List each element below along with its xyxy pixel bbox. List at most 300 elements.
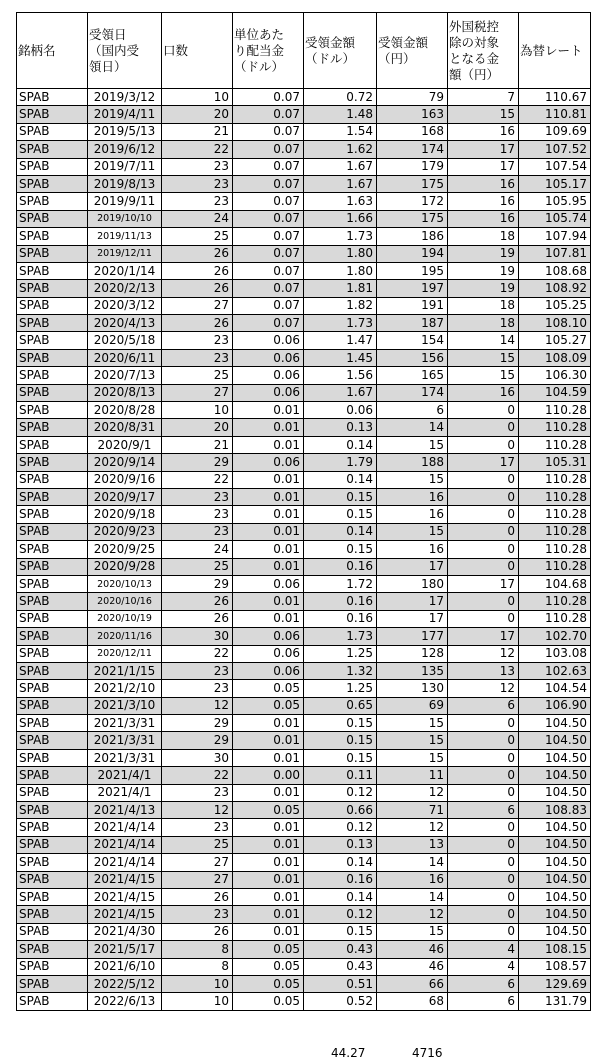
cell-amount-usd[interactable]: 1.63 (304, 193, 377, 210)
cell-amount-usd[interactable]: 0.12 (304, 784, 377, 801)
cell-amount-usd[interactable]: 1.81 (304, 280, 377, 297)
cell-exchange-rate[interactable]: 110.28 (519, 506, 591, 523)
cell-amount-jpy[interactable]: 179 (377, 158, 448, 175)
cell-dividend-per-unit[interactable]: 0.01 (233, 888, 304, 905)
cell-exchange-rate[interactable]: 110.28 (519, 558, 591, 575)
cell-foreign-tax-credit[interactable]: 16 (448, 123, 519, 140)
cell-dividend-per-unit[interactable]: 0.07 (233, 280, 304, 297)
cell-receipt-date[interactable]: 2019/4/11 (88, 106, 162, 123)
cell-ticker[interactable]: SPAB (17, 558, 88, 575)
cell-dividend-per-unit[interactable]: 0.05 (233, 697, 304, 714)
cell-exchange-rate[interactable]: 110.81 (519, 106, 591, 123)
cell-amount-jpy[interactable]: 135 (377, 662, 448, 679)
cell-foreign-tax-credit[interactable]: 0 (448, 749, 519, 766)
cell-ticker[interactable]: SPAB (17, 245, 88, 262)
cell-exchange-rate[interactable]: 104.59 (519, 384, 591, 401)
cell-foreign-tax-credit[interactable]: 0 (448, 610, 519, 627)
cell-amount-jpy[interactable]: 14 (377, 888, 448, 905)
cell-amount-jpy[interactable]: 12 (377, 819, 448, 836)
cell-exchange-rate[interactable]: 108.83 (519, 802, 591, 819)
cell-amount-jpy[interactable]: 194 (377, 245, 448, 262)
cell-ticker[interactable]: SPAB (17, 975, 88, 992)
cell-receipt-date[interactable]: 2020/9/28 (88, 558, 162, 575)
cell-dividend-per-unit[interactable]: 0.07 (233, 210, 304, 227)
cell-receipt-date[interactable]: 2022/5/12 (88, 975, 162, 992)
cell-amount-usd[interactable]: 0.06 (304, 402, 377, 419)
cell-dividend-per-unit[interactable]: 0.05 (233, 958, 304, 975)
cell-receipt-date[interactable]: 2020/11/16 (88, 628, 162, 645)
cell-exchange-rate[interactable]: 105.17 (519, 175, 591, 192)
cell-exchange-rate[interactable]: 104.50 (519, 715, 591, 732)
cell-ticker[interactable]: SPAB (17, 367, 88, 384)
cell-units[interactable]: 27 (162, 871, 233, 888)
cell-amount-usd[interactable]: 0.15 (304, 506, 377, 523)
cell-receipt-date[interactable]: 2020/3/12 (88, 297, 162, 314)
cell-exchange-rate[interactable]: 104.50 (519, 767, 591, 784)
cell-receipt-date[interactable]: 2020/9/1 (88, 436, 162, 453)
cell-ticker[interactable]: SPAB (17, 697, 88, 714)
cell-exchange-rate[interactable]: 103.08 (519, 645, 591, 662)
cell-amount-usd[interactable]: 0.66 (304, 802, 377, 819)
cell-dividend-per-unit[interactable]: 0.01 (233, 419, 304, 436)
cell-dividend-per-unit[interactable]: 0.07 (233, 89, 304, 106)
cell-receipt-date[interactable]: 2019/5/13 (88, 123, 162, 140)
cell-amount-jpy[interactable]: 68 (377, 993, 448, 1010)
cell-units[interactable]: 25 (162, 367, 233, 384)
cell-amount-usd[interactable]: 1.73 (304, 228, 377, 245)
cell-units[interactable]: 23 (162, 784, 233, 801)
cell-receipt-date[interactable]: 2019/9/11 (88, 193, 162, 210)
cell-units[interactable]: 26 (162, 262, 233, 279)
cell-amount-jpy[interactable]: 14 (377, 419, 448, 436)
cell-units[interactable]: 29 (162, 575, 233, 592)
cell-exchange-rate[interactable]: 105.31 (519, 454, 591, 471)
cell-ticker[interactable]: SPAB (17, 941, 88, 958)
cell-amount-usd[interactable]: 0.14 (304, 854, 377, 871)
cell-units[interactable]: 22 (162, 471, 233, 488)
cell-amount-usd[interactable]: 0.65 (304, 697, 377, 714)
cell-units[interactable]: 25 (162, 558, 233, 575)
cell-receipt-date[interactable]: 2021/5/17 (88, 941, 162, 958)
cell-foreign-tax-credit[interactable]: 13 (448, 662, 519, 679)
cell-ticker[interactable]: SPAB (17, 523, 88, 540)
cell-amount-usd[interactable]: 0.51 (304, 975, 377, 992)
cell-amount-jpy[interactable]: 15 (377, 523, 448, 540)
cell-amount-usd[interactable]: 0.52 (304, 993, 377, 1010)
cell-exchange-rate[interactable]: 110.28 (519, 419, 591, 436)
cell-dividend-per-unit[interactable]: 0.01 (233, 541, 304, 558)
cell-exchange-rate[interactable]: 104.50 (519, 732, 591, 749)
cell-foreign-tax-credit[interactable]: 0 (448, 471, 519, 488)
cell-amount-jpy[interactable]: 156 (377, 349, 448, 366)
cell-dividend-per-unit[interactable]: 0.01 (233, 715, 304, 732)
cell-receipt-date[interactable]: 2019/11/13 (88, 228, 162, 245)
cell-amount-jpy[interactable]: 163 (377, 106, 448, 123)
cell-receipt-date[interactable]: 2020/10/16 (88, 593, 162, 610)
cell-receipt-date[interactable]: 2020/2/13 (88, 280, 162, 297)
cell-foreign-tax-credit[interactable]: 6 (448, 993, 519, 1010)
cell-ticker[interactable]: SPAB (17, 228, 88, 245)
cell-amount-jpy[interactable]: 165 (377, 367, 448, 384)
cell-amount-usd[interactable]: 0.12 (304, 906, 377, 923)
cell-amount-usd[interactable]: 0.72 (304, 89, 377, 106)
cell-units[interactable]: 12 (162, 802, 233, 819)
cell-exchange-rate[interactable]: 108.92 (519, 280, 591, 297)
header-amount-jpy[interactable]: 受領金額 （円） (377, 13, 448, 89)
cell-receipt-date[interactable]: 2020/8/28 (88, 402, 162, 419)
cell-ticker[interactable]: SPAB (17, 593, 88, 610)
cell-ticker[interactable]: SPAB (17, 871, 88, 888)
cell-amount-usd[interactable]: 0.15 (304, 923, 377, 940)
cell-ticker[interactable]: SPAB (17, 906, 88, 923)
cell-dividend-per-unit[interactable]: 0.00 (233, 767, 304, 784)
header-receipt-date[interactable]: 受領日 （国内受 領日） (88, 13, 162, 89)
cell-units[interactable]: 24 (162, 210, 233, 227)
cell-exchange-rate[interactable]: 131.79 (519, 993, 591, 1010)
cell-foreign-tax-credit[interactable]: 15 (448, 106, 519, 123)
cell-amount-usd[interactable]: 0.13 (304, 836, 377, 853)
cell-foreign-tax-credit[interactable]: 17 (448, 575, 519, 592)
cell-units[interactable]: 30 (162, 628, 233, 645)
cell-units[interactable]: 10 (162, 89, 233, 106)
cell-units[interactable]: 26 (162, 245, 233, 262)
cell-receipt-date[interactable]: 2021/3/31 (88, 715, 162, 732)
cell-amount-usd[interactable]: 1.54 (304, 123, 377, 140)
cell-foreign-tax-credit[interactable]: 18 (448, 297, 519, 314)
cell-foreign-tax-credit[interactable]: 6 (448, 697, 519, 714)
cell-dividend-per-unit[interactable]: 0.01 (233, 610, 304, 627)
cell-receipt-date[interactable]: 2020/9/18 (88, 506, 162, 523)
cell-ticker[interactable]: SPAB (17, 471, 88, 488)
cell-ticker[interactable]: SPAB (17, 784, 88, 801)
header-ticker[interactable]: 銘柄名 (17, 13, 88, 89)
cell-amount-usd[interactable]: 1.72 (304, 575, 377, 592)
cell-ticker[interactable]: SPAB (17, 488, 88, 505)
cell-receipt-date[interactable]: 2021/4/15 (88, 888, 162, 905)
cell-ticker[interactable]: SPAB (17, 749, 88, 766)
cell-units[interactable]: 8 (162, 958, 233, 975)
cell-receipt-date[interactable]: 2021/3/31 (88, 732, 162, 749)
cell-dividend-per-unit[interactable]: 0.07 (233, 262, 304, 279)
cell-ticker[interactable]: SPAB (17, 541, 88, 558)
cell-foreign-tax-credit[interactable]: 0 (448, 436, 519, 453)
cell-units[interactable]: 26 (162, 280, 233, 297)
cell-amount-jpy[interactable]: 16 (377, 488, 448, 505)
cell-amount-usd[interactable]: 1.48 (304, 106, 377, 123)
cell-exchange-rate[interactable]: 107.94 (519, 228, 591, 245)
cell-ticker[interactable]: SPAB (17, 575, 88, 592)
cell-amount-usd[interactable]: 0.15 (304, 715, 377, 732)
cell-amount-usd[interactable]: 1.47 (304, 332, 377, 349)
cell-ticker[interactable]: SPAB (17, 680, 88, 697)
total-jpy[interactable]: 4716 (412, 1046, 443, 1060)
cell-receipt-date[interactable]: 2019/12/11 (88, 245, 162, 262)
cell-amount-usd[interactable]: 1.32 (304, 662, 377, 679)
cell-ticker[interactable]: SPAB (17, 802, 88, 819)
cell-foreign-tax-credit[interactable]: 7 (448, 89, 519, 106)
cell-exchange-rate[interactable]: 104.50 (519, 784, 591, 801)
cell-foreign-tax-credit[interactable]: 19 (448, 245, 519, 262)
cell-ticker[interactable]: SPAB (17, 106, 88, 123)
cell-receipt-date[interactable]: 2021/4/1 (88, 784, 162, 801)
cell-ticker[interactable]: SPAB (17, 819, 88, 836)
cell-amount-usd[interactable]: 1.80 (304, 262, 377, 279)
cell-amount-jpy[interactable]: 71 (377, 802, 448, 819)
cell-units[interactable]: 23 (162, 349, 233, 366)
cell-receipt-date[interactable]: 2021/2/10 (88, 680, 162, 697)
cell-exchange-rate[interactable]: 105.25 (519, 297, 591, 314)
cell-dividend-per-unit[interactable]: 0.07 (233, 228, 304, 245)
cell-exchange-rate[interactable]: 107.52 (519, 141, 591, 158)
cell-receipt-date[interactable]: 2020/10/13 (88, 575, 162, 592)
cell-units[interactable]: 26 (162, 923, 233, 940)
cell-foreign-tax-credit[interactable]: 19 (448, 262, 519, 279)
cell-exchange-rate[interactable]: 104.50 (519, 854, 591, 871)
cell-receipt-date[interactable]: 2020/9/16 (88, 471, 162, 488)
cell-foreign-tax-credit[interactable]: 0 (448, 836, 519, 853)
cell-dividend-per-unit[interactable]: 0.06 (233, 645, 304, 662)
cell-exchange-rate[interactable]: 110.28 (519, 610, 591, 627)
cell-receipt-date[interactable]: 2020/5/18 (88, 332, 162, 349)
cell-units[interactable]: 23 (162, 523, 233, 540)
cell-amount-jpy[interactable]: 17 (377, 558, 448, 575)
cell-ticker[interactable]: SPAB (17, 993, 88, 1010)
cell-ticker[interactable]: SPAB (17, 89, 88, 106)
cell-units[interactable]: 29 (162, 732, 233, 749)
header-exchange-rate[interactable]: 為替レート (519, 13, 591, 89)
cell-amount-jpy[interactable]: 69 (377, 697, 448, 714)
cell-units[interactable]: 22 (162, 645, 233, 662)
cell-dividend-per-unit[interactable]: 0.01 (233, 819, 304, 836)
cell-amount-usd[interactable]: 1.82 (304, 297, 377, 314)
cell-amount-usd[interactable]: 1.25 (304, 680, 377, 697)
cell-dividend-per-unit[interactable]: 0.06 (233, 575, 304, 592)
cell-foreign-tax-credit[interactable]: 0 (448, 541, 519, 558)
cell-amount-jpy[interactable]: 14 (377, 854, 448, 871)
cell-units[interactable]: 25 (162, 228, 233, 245)
cell-units[interactable]: 26 (162, 888, 233, 905)
cell-units[interactable]: 26 (162, 315, 233, 332)
cell-amount-usd[interactable]: 1.80 (304, 245, 377, 262)
cell-receipt-date[interactable]: 2020/12/11 (88, 645, 162, 662)
cell-dividend-per-unit[interactable]: 0.01 (233, 593, 304, 610)
cell-exchange-rate[interactable]: 105.27 (519, 332, 591, 349)
cell-exchange-rate[interactable]: 110.28 (519, 488, 591, 505)
cell-units[interactable]: 23 (162, 488, 233, 505)
cell-units[interactable]: 24 (162, 541, 233, 558)
cell-foreign-tax-credit[interactable]: 0 (448, 819, 519, 836)
cell-amount-jpy[interactable]: 154 (377, 332, 448, 349)
cell-receipt-date[interactable]: 2020/4/13 (88, 315, 162, 332)
cell-exchange-rate[interactable]: 104.68 (519, 575, 591, 592)
cell-units[interactable]: 22 (162, 141, 233, 158)
cell-amount-jpy[interactable]: 13 (377, 836, 448, 853)
cell-amount-jpy[interactable]: 6 (377, 402, 448, 419)
cell-ticker[interactable]: SPAB (17, 454, 88, 471)
cell-dividend-per-unit[interactable]: 0.05 (233, 680, 304, 697)
cell-foreign-tax-credit[interactable]: 17 (448, 158, 519, 175)
cell-exchange-rate[interactable]: 110.28 (519, 402, 591, 419)
cell-amount-jpy[interactable]: 17 (377, 593, 448, 610)
cell-dividend-per-unit[interactable]: 0.06 (233, 384, 304, 401)
cell-units[interactable]: 23 (162, 662, 233, 679)
cell-exchange-rate[interactable]: 110.28 (519, 471, 591, 488)
cell-amount-jpy[interactable]: 15 (377, 749, 448, 766)
cell-units[interactable]: 23 (162, 332, 233, 349)
cell-ticker[interactable]: SPAB (17, 732, 88, 749)
cell-foreign-tax-credit[interactable]: 6 (448, 802, 519, 819)
cell-receipt-date[interactable]: 2021/4/30 (88, 923, 162, 940)
cell-units[interactable]: 25 (162, 836, 233, 853)
cell-receipt-date[interactable]: 2021/1/15 (88, 662, 162, 679)
cell-ticker[interactable]: SPAB (17, 610, 88, 627)
cell-foreign-tax-credit[interactable]: 16 (448, 193, 519, 210)
cell-dividend-per-unit[interactable]: 0.01 (233, 836, 304, 853)
cell-units[interactable]: 23 (162, 175, 233, 192)
cell-ticker[interactable]: SPAB (17, 280, 88, 297)
cell-ticker[interactable]: SPAB (17, 436, 88, 453)
cell-dividend-per-unit[interactable]: 0.06 (233, 454, 304, 471)
cell-receipt-date[interactable]: 2021/3/31 (88, 749, 162, 766)
cell-exchange-rate[interactable]: 105.95 (519, 193, 591, 210)
cell-foreign-tax-credit[interactable]: 18 (448, 228, 519, 245)
cell-amount-usd[interactable]: 0.14 (304, 471, 377, 488)
cell-amount-usd[interactable]: 1.73 (304, 315, 377, 332)
cell-units[interactable]: 29 (162, 454, 233, 471)
cell-dividend-per-unit[interactable]: 0.05 (233, 975, 304, 992)
cell-units[interactable]: 27 (162, 384, 233, 401)
cell-foreign-tax-credit[interactable]: 0 (448, 419, 519, 436)
cell-foreign-tax-credit[interactable]: 6 (448, 975, 519, 992)
cell-amount-jpy[interactable]: 186 (377, 228, 448, 245)
cell-amount-jpy[interactable]: 16 (377, 506, 448, 523)
cell-units[interactable]: 20 (162, 106, 233, 123)
cell-exchange-rate[interactable]: 129.69 (519, 975, 591, 992)
cell-dividend-per-unit[interactable]: 0.01 (233, 923, 304, 940)
cell-foreign-tax-credit[interactable]: 0 (448, 402, 519, 419)
cell-units[interactable]: 21 (162, 436, 233, 453)
cell-amount-jpy[interactable]: 180 (377, 575, 448, 592)
cell-amount-usd[interactable]: 0.15 (304, 749, 377, 766)
cell-receipt-date[interactable]: 2020/9/14 (88, 454, 162, 471)
cell-amount-jpy[interactable]: 195 (377, 262, 448, 279)
cell-receipt-date[interactable]: 2020/9/25 (88, 541, 162, 558)
cell-dividend-per-unit[interactable]: 0.07 (233, 158, 304, 175)
cell-amount-jpy[interactable]: 12 (377, 906, 448, 923)
cell-amount-jpy[interactable]: 191 (377, 297, 448, 314)
cell-ticker[interactable]: SPAB (17, 662, 88, 679)
cell-receipt-date[interactable]: 2021/4/13 (88, 802, 162, 819)
cell-ticker[interactable]: SPAB (17, 262, 88, 279)
cell-dividend-per-unit[interactable]: 0.05 (233, 941, 304, 958)
cell-units[interactable]: 26 (162, 593, 233, 610)
cell-dividend-per-unit[interactable]: 0.05 (233, 993, 304, 1010)
cell-foreign-tax-credit[interactable]: 0 (448, 888, 519, 905)
cell-receipt-date[interactable]: 2021/4/15 (88, 906, 162, 923)
cell-amount-jpy[interactable]: 175 (377, 175, 448, 192)
cell-units[interactable]: 22 (162, 767, 233, 784)
cell-dividend-per-unit[interactable]: 0.07 (233, 141, 304, 158)
cell-amount-jpy[interactable]: 15 (377, 471, 448, 488)
cell-units[interactable]: 27 (162, 854, 233, 871)
cell-amount-jpy[interactable]: 66 (377, 975, 448, 992)
header-units[interactable]: 口数 (162, 13, 233, 89)
cell-exchange-rate[interactable]: 104.50 (519, 906, 591, 923)
cell-amount-jpy[interactable]: 15 (377, 923, 448, 940)
cell-exchange-rate[interactable]: 104.50 (519, 888, 591, 905)
cell-foreign-tax-credit[interactable]: 0 (448, 506, 519, 523)
cell-receipt-date[interactable]: 2020/6/11 (88, 349, 162, 366)
cell-amount-jpy[interactable]: 79 (377, 89, 448, 106)
cell-ticker[interactable]: SPAB (17, 175, 88, 192)
cell-exchange-rate[interactable]: 108.15 (519, 941, 591, 958)
cell-amount-usd[interactable]: 1.45 (304, 349, 377, 366)
cell-amount-usd[interactable]: 1.73 (304, 628, 377, 645)
cell-ticker[interactable]: SPAB (17, 715, 88, 732)
cell-dividend-per-unit[interactable]: 0.01 (233, 906, 304, 923)
cell-ticker[interactable]: SPAB (17, 854, 88, 871)
cell-units[interactable]: 23 (162, 906, 233, 923)
cell-amount-jpy[interactable]: 187 (377, 315, 448, 332)
cell-ticker[interactable]: SPAB (17, 158, 88, 175)
cell-dividend-per-unit[interactable]: 0.05 (233, 802, 304, 819)
cell-exchange-rate[interactable]: 108.57 (519, 958, 591, 975)
cell-ticker[interactable]: SPAB (17, 767, 88, 784)
cell-receipt-date[interactable]: 2021/4/15 (88, 871, 162, 888)
cell-foreign-tax-credit[interactable]: 0 (448, 923, 519, 940)
cell-dividend-per-unit[interactable]: 0.06 (233, 628, 304, 645)
cell-units[interactable]: 21 (162, 123, 233, 140)
cell-units[interactable]: 8 (162, 941, 233, 958)
cell-units[interactable]: 10 (162, 402, 233, 419)
cell-amount-usd[interactable]: 0.16 (304, 558, 377, 575)
cell-foreign-tax-credit[interactable]: 12 (448, 645, 519, 662)
cell-amount-usd[interactable]: 0.16 (304, 871, 377, 888)
cell-foreign-tax-credit[interactable]: 19 (448, 280, 519, 297)
cell-amount-jpy[interactable]: 177 (377, 628, 448, 645)
cell-exchange-rate[interactable]: 102.63 (519, 662, 591, 679)
cell-receipt-date[interactable]: 2019/10/10 (88, 210, 162, 227)
cell-ticker[interactable]: SPAB (17, 923, 88, 940)
cell-units[interactable]: 26 (162, 610, 233, 627)
cell-receipt-date[interactable]: 2022/6/13 (88, 993, 162, 1010)
cell-amount-usd[interactable]: 1.56 (304, 367, 377, 384)
cell-foreign-tax-credit[interactable]: 17 (448, 628, 519, 645)
cell-foreign-tax-credit[interactable]: 15 (448, 349, 519, 366)
cell-units[interactable]: 23 (162, 158, 233, 175)
cell-dividend-per-unit[interactable]: 0.01 (233, 558, 304, 575)
cell-exchange-rate[interactable]: 108.10 (519, 315, 591, 332)
cell-units[interactable]: 23 (162, 819, 233, 836)
cell-foreign-tax-credit[interactable]: 17 (448, 454, 519, 471)
cell-receipt-date[interactable]: 2020/7/13 (88, 367, 162, 384)
cell-exchange-rate[interactable]: 110.28 (519, 541, 591, 558)
total-usd[interactable]: 44.27 (331, 1046, 366, 1060)
cell-receipt-date[interactable]: 2021/4/14 (88, 819, 162, 836)
cell-exchange-rate[interactable]: 106.90 (519, 697, 591, 714)
cell-ticker[interactable]: SPAB (17, 628, 88, 645)
cell-amount-jpy[interactable]: 168 (377, 123, 448, 140)
cell-receipt-date[interactable]: 2021/4/1 (88, 767, 162, 784)
cell-amount-usd[interactable]: 0.11 (304, 767, 377, 784)
cell-ticker[interactable]: SPAB (17, 315, 88, 332)
cell-exchange-rate[interactable]: 108.68 (519, 262, 591, 279)
cell-dividend-per-unit[interactable]: 0.01 (233, 784, 304, 801)
cell-exchange-rate[interactable]: 104.50 (519, 923, 591, 940)
cell-foreign-tax-credit[interactable]: 16 (448, 384, 519, 401)
cell-amount-usd[interactable]: 1.67 (304, 175, 377, 192)
cell-ticker[interactable]: SPAB (17, 349, 88, 366)
